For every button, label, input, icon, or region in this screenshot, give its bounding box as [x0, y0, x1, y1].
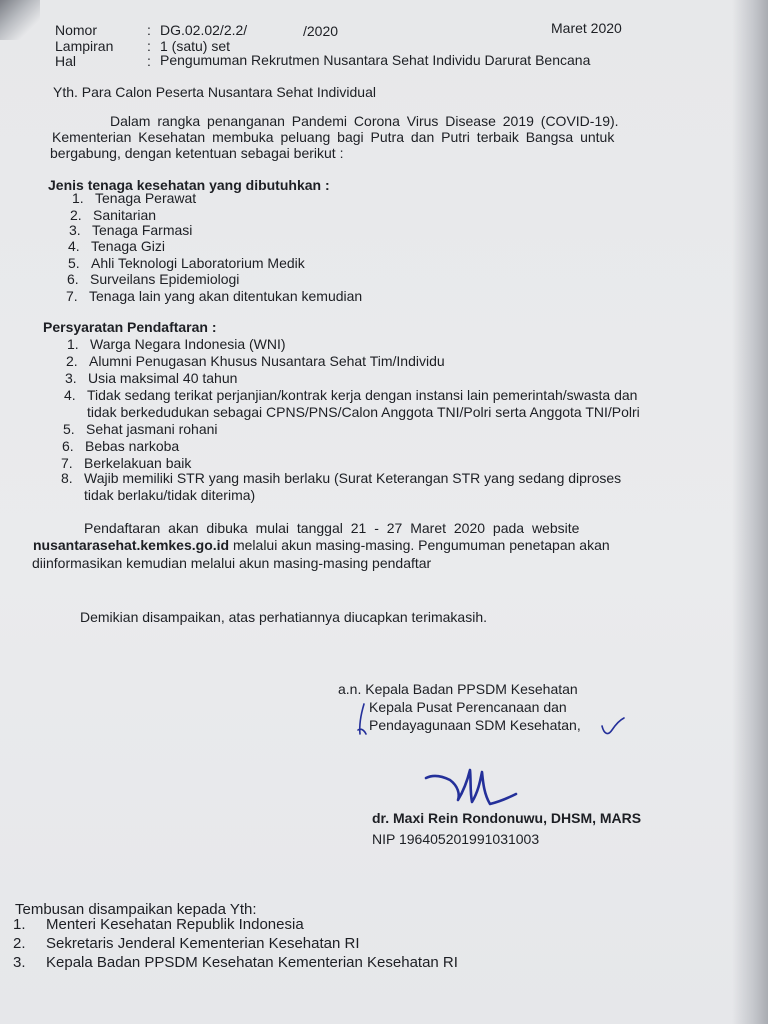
- tembusan-heading: Tembusan disampaikan kepada Yth:: [15, 901, 257, 918]
- tembusan-item-number: 3.: [13, 954, 26, 971]
- handwritten-signature: [420, 764, 520, 814]
- registration-line-1: Pendaftaran akan dibuka mulai tanggal 21 - 27 Maret 2020 pada website: [84, 520, 580, 536]
- jenis-item-number: 2.: [70, 207, 82, 223]
- persyaratan-item-text: Berkelakuan baik: [84, 455, 192, 471]
- hal-colon: :: [147, 53, 151, 69]
- signatory-nip: NIP 196405201991031003: [372, 831, 540, 847]
- jenis-item-number: 4.: [68, 238, 80, 254]
- jenis-item-text: Surveilans Epidemiologi: [90, 271, 240, 287]
- tembusan-item-text: Kepala Badan PPSDM Kesehatan Kementerian Kesehatan RI: [46, 954, 458, 971]
- intro-line-3: bergabung, dengan ketentuan sebagai berikut :: [50, 145, 344, 161]
- registration-line-3: diinformasikan kemudian melalui akun masing-masing pendaftar: [32, 555, 432, 571]
- persyaratan-item-number: 7.: [61, 455, 73, 471]
- persyaratan-item-number: 8.: [61, 470, 73, 486]
- website-link: nusantarasehat.kemkes.go.id: [33, 537, 230, 553]
- tembusan-item-text: Menteri Kesehatan Republik Indonesia: [46, 916, 304, 933]
- signatory-name: dr. Maxi Rein Rondonuwu, DHSM, MARS: [372, 810, 642, 826]
- persyaratan-item-text: Wajib memiliki STR yang masih berlaku (Surat Keterangan STR yang sedang diproses: [84, 470, 622, 486]
- signature-line-2: Kepala Pusat Perencanaan dan: [369, 699, 567, 715]
- hal-value: Pengumuman Rekrutmen Nusantara Sehat Individu Darurat Bencana: [160, 52, 591, 68]
- lampiran-colon: :: [147, 38, 151, 54]
- persyaratan-item-number: 6.: [62, 438, 74, 454]
- persyaratan-item-text-continued: tidak berkedudukan sebagai CPNS/PNS/Calon Anggota TNI/Polri serta Anggota TNI/Polri: [87, 404, 640, 420]
- signature-line-3: Pendayagunaan SDM Kesehatan,: [369, 717, 581, 733]
- jenis-item-text: Tenaga Perawat: [95, 190, 197, 206]
- jenis-item-text: Ahli Teknologi Laboratorium Medik: [91, 255, 305, 271]
- persyaratan-item-number: 3.: [65, 370, 77, 386]
- persyaratan-item-number: 4.: [64, 387, 76, 403]
- letter-date: Maret 2020: [551, 20, 622, 36]
- nomor-value: DG.02.02/2.2/: [160, 22, 248, 38]
- jenis-item-text: Sanitarian: [93, 207, 157, 223]
- persyaratan-item-text: Usia maksimal 40 tahun: [88, 370, 238, 386]
- tembusan-item-number: 1.: [13, 916, 26, 933]
- jenis-item-text: Tenaga Farmasi: [92, 222, 193, 238]
- persyaratan-item-number: 5.: [63, 421, 75, 437]
- paraf-tick: [598, 712, 628, 742]
- jenis-item-number: 6.: [67, 271, 79, 287]
- page-corner-shadow: [0, 0, 40, 40]
- persyaratan-item-text: Sehat jasmani rohani: [86, 421, 218, 437]
- closing-line: Demikian disampaikan, atas perhatiannya diucapkan terimakasih.: [80, 609, 487, 625]
- lampiran-label: Lampiran: [55, 38, 114, 54]
- persyaratan-item-text: Bebas narkoba: [85, 438, 180, 454]
- jenis-item-number: 5.: [68, 255, 80, 271]
- nomor-year: /2020: [303, 23, 339, 39]
- signature-line-1: a.n. Kepala Badan PPSDM Kesehatan: [338, 681, 578, 697]
- jenis-heading: Jenis tenaga kesehatan yang dibutuhkan :: [48, 177, 330, 193]
- lampiran-value: 1 (satu) set: [160, 38, 231, 54]
- persyaratan-item-text: Alumni Penugasan Khusus Nusantara Sehat Tim/Individu: [89, 353, 445, 369]
- jenis-item-number: 1.: [72, 190, 84, 206]
- persyaratan-item-text: Tidak sedang terikat perjanjian/kontrak kerja dengan instansi lain pemerintah/swasta dan: [87, 387, 638, 403]
- persyaratan-item-text-continued: tidak berlaku/tidak diterima): [84, 487, 256, 503]
- nomor-label: Nomor: [55, 22, 98, 38]
- nomor-colon: :: [147, 22, 151, 38]
- jenis-item-text: Tenaga Gizi: [91, 238, 165, 254]
- tembusan-item-number: 2.: [13, 935, 26, 952]
- paraf-mark: [352, 700, 372, 740]
- page-edge-shadow: [732, 0, 768, 1024]
- tembusan-item-text: Sekretaris Jenderal Kementerian Kesehatan RI: [46, 935, 360, 952]
- persyaratan-item-number: 1.: [67, 336, 79, 352]
- intro-line-2: Kementerian Kesehatan membuka peluang bagi Putra dan Putri terbaik Bangsa untuk: [52, 129, 615, 145]
- jenis-item-number: 7.: [66, 288, 78, 304]
- persyaratan-item-text: Warga Negara Indonesia (WNI): [90, 336, 286, 352]
- registration-line-2: [33, 537, 610, 554]
- jenis-item-number: 3.: [69, 222, 81, 238]
- intro-line-1: Dalam rangka penanganan Pandemi Corona Virus Disease 2019 (COVID-19).: [110, 113, 619, 129]
- persyaratan-heading: Persyaratan Pendaftaran :: [43, 319, 217, 335]
- hal-label: Hal: [55, 53, 77, 69]
- jenis-item-text: Tenaga lain yang akan ditentukan kemudian: [89, 288, 363, 304]
- persyaratan-item-number: 2.: [66, 353, 78, 369]
- registration-line-2-rest: melalui akun masing-masing. Pengumuman penetapan akan: [232, 537, 610, 553]
- addressee: Yth. Para Calon Peserta Nusantara Sehat Individual: [53, 84, 376, 100]
